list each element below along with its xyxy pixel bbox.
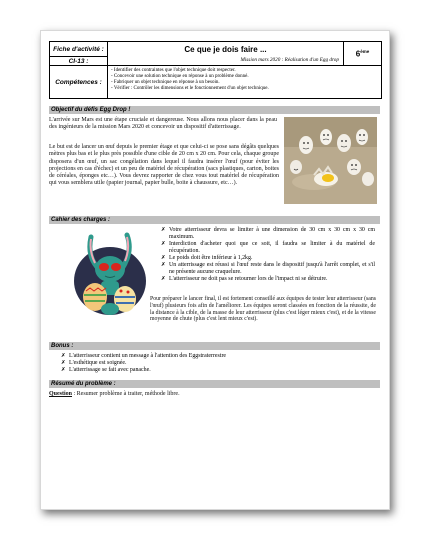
- eggs-photo: [284, 117, 377, 204]
- list-item: ✗ Un atterrissage est réussi si l'œuf reste dans le dispositif jusqu'à l'arrêt complet, et s'il ne présente aucune craquelure.: [161, 262, 375, 276]
- worksheet-page: [40, 30, 390, 510]
- cahier-paragraph: Pour préparer le lancer final, il est fortement conseillé aux équipes de tester leur atterrisseur (sans l'œuf) plusieurs fois afin de l'améliorer. Les équipes seront classées en fonction de la réussite, de la distance à la cible, de la masse de leur atterrisseur (plus c'est léger mieux c'est), et de la vitesse moyenne de chute (plus c'est lent mieux c'est).: [150, 296, 376, 323]
- bonus-heading: Bonus :: [49, 342, 380, 350]
- alien-easter-illustration: [69, 229, 151, 315]
- resume-question: [49, 391, 369, 398]
- activity-label: Fiche d'activité :: [50, 42, 108, 57]
- code-label: CI-13 :: [50, 57, 108, 66]
- cahier-list: [161, 227, 375, 283]
- question-text: : Resumer problème à traiter, méthode libre.: [72, 391, 180, 397]
- list-item: ✗ L'esthétique est soignée.: [61, 360, 361, 367]
- objectif-paragraph-2: Le but est de lancer un œuf depuis le premier étage et que celui-ci se pose sans dégâts quelques mètres plus bas et le plus près possible d'une cible de 20 cm x 20 cm. Pour cela, chaque groupe disposera d'un œuf, un sac congélation dans lequel il faudra insérer l'œuf (pour éviter les projections en cas d'échec) et un peu de matériel de récupération (sacs plastiques, carton, boites de céréales, éponges etc…). Vous devrez rapporter de chez vous tout matériel de récupération qui vous semblera utile (papier journal, papier bulle, boite à chaussure, etc…).: [49, 144, 279, 187]
- title-cell: [108, 42, 344, 66]
- objectif-heading: Objectif du défis Egg Drop !: [49, 106, 380, 114]
- question-label: Question: [49, 391, 73, 397]
- list-item: ✗ Interdiction d'acheter quoi que ce soit, il faudra se limiter à du matériel de récupération.: [161, 241, 375, 255]
- list-item: ✗ L'atterrissage se fait avec panache.: [61, 367, 361, 374]
- list-item: ✗ L'atterrisseur ne doit pas se retourner lors de l'impact ni se détruire.: [161, 276, 375, 283]
- competences-list: [108, 66, 381, 98]
- bonus-list: [61, 353, 361, 374]
- competences-label: Compétences :: [50, 66, 108, 98]
- competence-item: - Fabriquer un objet technique en réponse à un besoin.: [111, 80, 220, 85]
- header-table: [49, 41, 382, 99]
- list-item: ✗ L'atterrisseur contient un message à l'attention des Eggstraterrestre: [61, 353, 361, 360]
- list-item: ✗ Votre atterrisseur devra se limiter à une dimension de 30 cm x 30 cm x 30 cm maximum.: [161, 227, 375, 241]
- sheet-title: Ce que je dois faire ...: [184, 45, 267, 54]
- competence-item: - Vérifier : Contrôler les dimensions et le fonctionnement d'un objet technique.: [111, 86, 269, 91]
- cahier-heading: Cahier des charges :: [49, 216, 380, 224]
- sheet-subtitle: Mission mars 2020 : Réalisation d'un Egg drop: [240, 57, 339, 63]
- resume-heading: Résumé du problème :: [49, 380, 380, 388]
- objectif-paragraph-1: L'arrivée sur Mars est une étape cruciale et dangereuse. Nous allons nous placer dans la peau des ingénieurs de la mission Mars 2020 et concevoir un dispositif d'atterrissage.: [49, 117, 277, 131]
- grade-cell: [344, 42, 381, 66]
- competence-item: - Identifier des contraintes que l'objet technique doit respecter.: [111, 68, 236, 73]
- list-item: ✗ Le poids doit être inférieur à 1,2kg.: [161, 255, 375, 262]
- grade-level: 6ème: [355, 48, 370, 59]
- competence-item: - Concevoir une solution technique en réponse à un problème donné.: [111, 74, 249, 79]
